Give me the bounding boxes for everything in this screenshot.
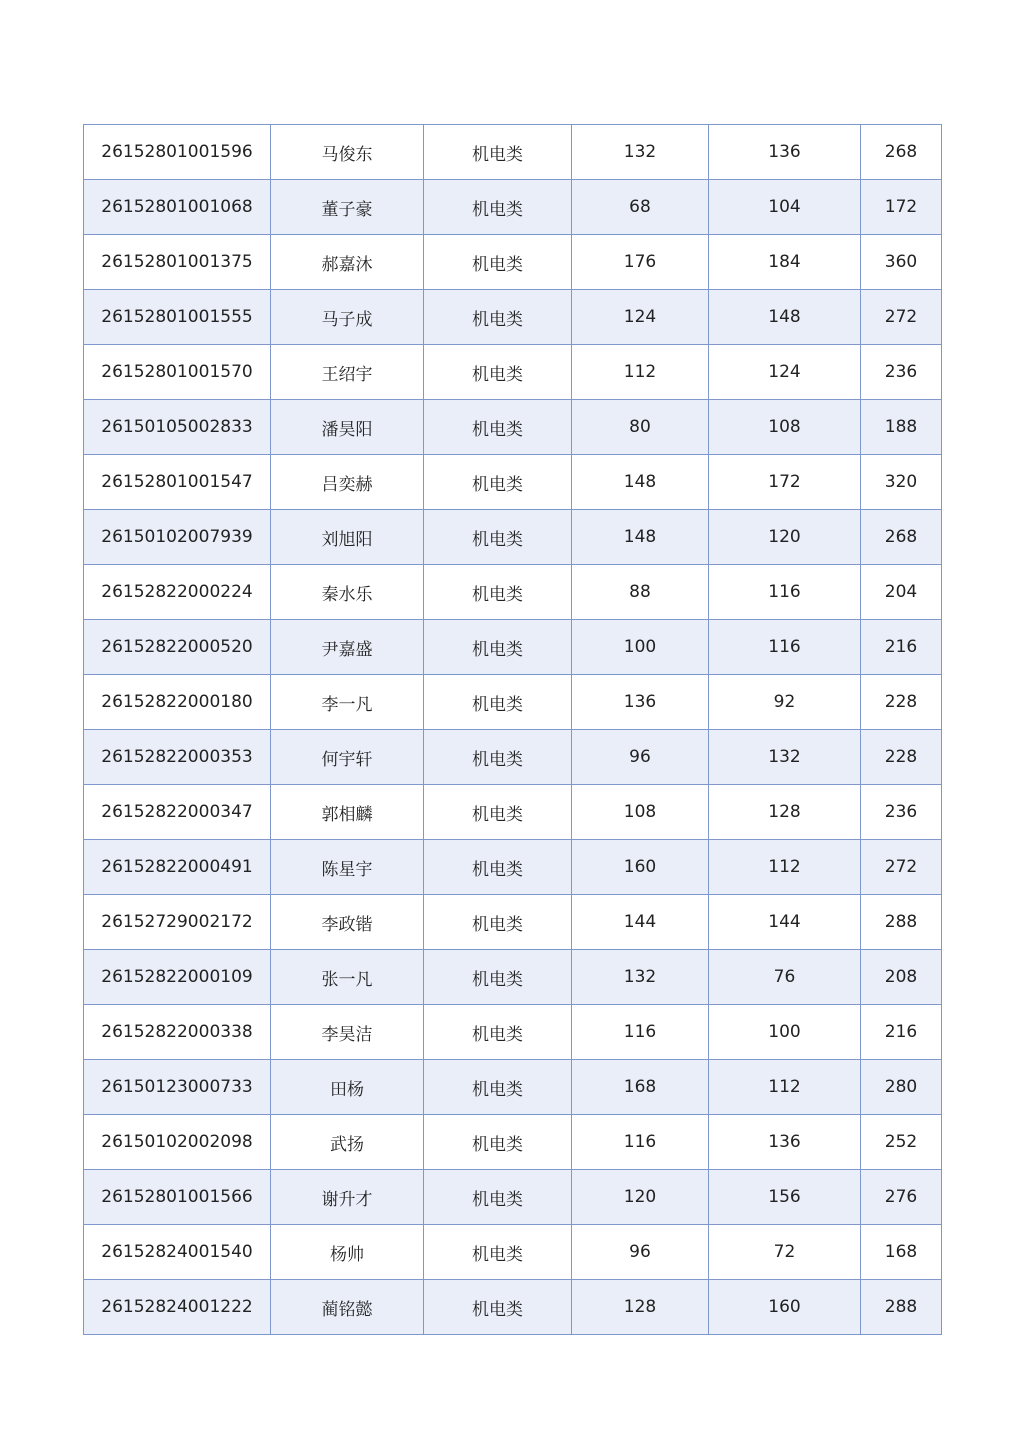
category-cell: 机电类 <box>424 290 572 345</box>
category-cell: 机电类 <box>424 730 572 785</box>
exam-number-cell: 26152801001570 <box>84 345 271 400</box>
student-name-cell: 杨帅 <box>271 1225 424 1280</box>
score-2-cell: 128 <box>709 785 861 840</box>
score-2-cell: 116 <box>709 565 861 620</box>
table-row <box>84 730 942 785</box>
table-row <box>84 345 942 400</box>
score-1-cell: 160 <box>572 840 709 895</box>
score-1-cell: 132 <box>572 125 709 180</box>
score-2-cell: 100 <box>709 1005 861 1060</box>
table-row <box>84 400 942 455</box>
score-2-cell: 112 <box>709 1060 861 1115</box>
student-name-cell: 陈星宇 <box>271 840 424 895</box>
table-row <box>84 235 942 290</box>
score-2-cell: 112 <box>709 840 861 895</box>
score-1-cell: 132 <box>572 950 709 1005</box>
category-cell: 机电类 <box>424 950 572 1005</box>
category-cell: 机电类 <box>424 1005 572 1060</box>
score-2-cell: 172 <box>709 455 861 510</box>
score-1-cell: 112 <box>572 345 709 400</box>
total-score-cell: 172 <box>861 180 942 235</box>
category-cell: 机电类 <box>424 400 572 455</box>
total-score-cell: 276 <box>861 1170 942 1225</box>
student-name-cell: 李昊洁 <box>271 1005 424 1060</box>
exam-number-cell: 26152801001547 <box>84 455 271 510</box>
score-1-cell: 168 <box>572 1060 709 1115</box>
total-score-cell: 236 <box>861 345 942 400</box>
score-1-cell: 116 <box>572 1005 709 1060</box>
total-score-cell: 236 <box>861 785 942 840</box>
student-name-cell: 武扬 <box>271 1115 424 1170</box>
score-2-cell: 132 <box>709 730 861 785</box>
student-name-cell: 何宇轩 <box>271 730 424 785</box>
total-score-cell: 228 <box>861 730 942 785</box>
score-2-cell: 92 <box>709 675 861 730</box>
table-row <box>84 1060 942 1115</box>
category-cell: 机电类 <box>424 455 572 510</box>
exam-number-cell: 26152822000109 <box>84 950 271 1005</box>
exam-number-cell: 26152801001596 <box>84 125 271 180</box>
score-2-cell: 184 <box>709 235 861 290</box>
exam-number-cell: 26150123000733 <box>84 1060 271 1115</box>
student-name-cell: 张一凡 <box>271 950 424 1005</box>
student-name-cell: 吕奕赫 <box>271 455 424 510</box>
score-2-cell: 104 <box>709 180 861 235</box>
category-cell: 机电类 <box>424 235 572 290</box>
score-2-cell: 124 <box>709 345 861 400</box>
total-score-cell: 208 <box>861 950 942 1005</box>
score-1-cell: 108 <box>572 785 709 840</box>
exam-number-cell: 26152822000338 <box>84 1005 271 1060</box>
category-cell: 机电类 <box>424 510 572 565</box>
table-row <box>84 180 942 235</box>
exam-number-cell: 26150102002098 <box>84 1115 271 1170</box>
student-name-cell: 李一凡 <box>271 675 424 730</box>
total-score-cell: 288 <box>861 895 942 950</box>
category-cell: 机电类 <box>424 1225 572 1280</box>
score-2-cell: 76 <box>709 950 861 1005</box>
total-score-cell: 272 <box>861 840 942 895</box>
table-row <box>84 840 942 895</box>
student-name-cell: 谢升才 <box>271 1170 424 1225</box>
score-2-cell: 72 <box>709 1225 861 1280</box>
score-1-cell: 176 <box>572 235 709 290</box>
exam-number-cell: 26152822000347 <box>84 785 271 840</box>
score-1-cell: 128 <box>572 1280 709 1335</box>
student-name-cell: 蔺铭懿 <box>271 1280 424 1335</box>
category-cell: 机电类 <box>424 125 572 180</box>
category-cell: 机电类 <box>424 345 572 400</box>
total-score-cell: 168 <box>861 1225 942 1280</box>
score-1-cell: 100 <box>572 620 709 675</box>
exam-number-cell: 26152824001222 <box>84 1280 271 1335</box>
total-score-cell: 280 <box>861 1060 942 1115</box>
score-table <box>83 124 942 1335</box>
total-score-cell: 216 <box>861 1005 942 1060</box>
score-2-cell: 136 <box>709 125 861 180</box>
table-row <box>84 785 942 840</box>
score-2-cell: 160 <box>709 1280 861 1335</box>
score-2-cell: 116 <box>709 620 861 675</box>
total-score-cell: 252 <box>861 1115 942 1170</box>
student-name-cell: 王绍宇 <box>271 345 424 400</box>
category-cell: 机电类 <box>424 1060 572 1115</box>
category-cell: 机电类 <box>424 180 572 235</box>
total-score-cell: 360 <box>861 235 942 290</box>
score-2-cell: 148 <box>709 290 861 345</box>
student-name-cell: 李政锴 <box>271 895 424 950</box>
table-row <box>84 455 942 510</box>
exam-number-cell: 26152729002172 <box>84 895 271 950</box>
category-cell: 机电类 <box>424 675 572 730</box>
table-row <box>84 1170 942 1225</box>
exam-number-cell: 26152801001068 <box>84 180 271 235</box>
score-2-cell: 108 <box>709 400 861 455</box>
category-cell: 机电类 <box>424 1280 572 1335</box>
category-cell: 机电类 <box>424 895 572 950</box>
score-1-cell: 144 <box>572 895 709 950</box>
student-name-cell: 尹嘉盛 <box>271 620 424 675</box>
score-1-cell: 88 <box>572 565 709 620</box>
exam-number-cell: 26152822000180 <box>84 675 271 730</box>
student-name-cell: 董子豪 <box>271 180 424 235</box>
table-row <box>84 1280 942 1335</box>
total-score-cell: 204 <box>861 565 942 620</box>
total-score-cell: 216 <box>861 620 942 675</box>
score-1-cell: 148 <box>572 455 709 510</box>
student-name-cell: 郝嘉沐 <box>271 235 424 290</box>
student-name-cell: 马俊东 <box>271 125 424 180</box>
score-1-cell: 96 <box>572 1225 709 1280</box>
exam-number-cell: 26152822000353 <box>84 730 271 785</box>
category-cell: 机电类 <box>424 1115 572 1170</box>
score-1-cell: 120 <box>572 1170 709 1225</box>
score-1-cell: 116 <box>572 1115 709 1170</box>
table-row <box>84 620 942 675</box>
score-2-cell: 156 <box>709 1170 861 1225</box>
score-1-cell: 136 <box>572 675 709 730</box>
table-row <box>84 895 942 950</box>
student-name-cell: 刘旭阳 <box>271 510 424 565</box>
total-score-cell: 288 <box>861 1280 942 1335</box>
table-row <box>84 290 942 345</box>
exam-number-cell: 26152824001540 <box>84 1225 271 1280</box>
student-name-cell: 郭相麟 <box>271 785 424 840</box>
category-cell: 机电类 <box>424 785 572 840</box>
exam-number-cell: 26150102007939 <box>84 510 271 565</box>
total-score-cell: 268 <box>861 510 942 565</box>
exam-number-cell: 26152822000224 <box>84 565 271 620</box>
category-cell: 机电类 <box>424 565 572 620</box>
exam-number-cell: 26152822000520 <box>84 620 271 675</box>
total-score-cell: 228 <box>861 675 942 730</box>
score-1-cell: 68 <box>572 180 709 235</box>
table-body <box>84 125 942 1335</box>
table-row <box>84 510 942 565</box>
category-cell: 机电类 <box>424 840 572 895</box>
score-1-cell: 96 <box>572 730 709 785</box>
score-1-cell: 80 <box>572 400 709 455</box>
student-name-cell: 马子成 <box>271 290 424 345</box>
exam-number-cell: 26152801001375 <box>84 235 271 290</box>
score-2-cell: 136 <box>709 1115 861 1170</box>
score-1-cell: 148 <box>572 510 709 565</box>
score-2-cell: 120 <box>709 510 861 565</box>
exam-number-cell: 26152801001566 <box>84 1170 271 1225</box>
category-cell: 机电类 <box>424 620 572 675</box>
table-row <box>84 125 942 180</box>
score-2-cell: 144 <box>709 895 861 950</box>
student-name-cell: 田杨 <box>271 1060 424 1115</box>
table-row <box>84 675 942 730</box>
student-name-cell: 秦水乐 <box>271 565 424 620</box>
exam-number-cell: 26152822000491 <box>84 840 271 895</box>
table-row <box>84 1005 942 1060</box>
table-row <box>84 950 942 1005</box>
table-row <box>84 1115 942 1170</box>
exam-number-cell: 26150105002833 <box>84 400 271 455</box>
total-score-cell: 268 <box>861 125 942 180</box>
score-1-cell: 124 <box>572 290 709 345</box>
exam-number-cell: 26152801001555 <box>84 290 271 345</box>
student-name-cell: 潘昊阳 <box>271 400 424 455</box>
total-score-cell: 320 <box>861 455 942 510</box>
table-row <box>84 565 942 620</box>
table-row <box>84 1225 942 1280</box>
total-score-cell: 272 <box>861 290 942 345</box>
category-cell: 机电类 <box>424 1170 572 1225</box>
total-score-cell: 188 <box>861 400 942 455</box>
